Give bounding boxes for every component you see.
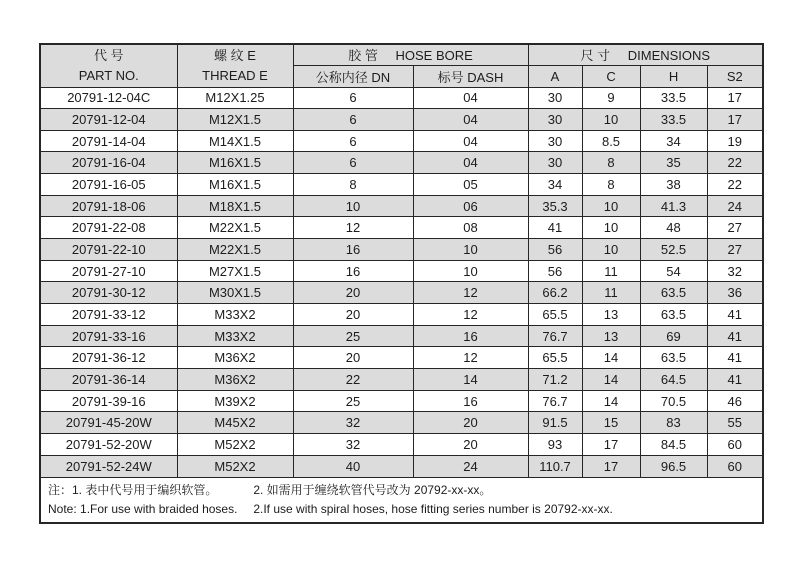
note-zh-2: 2. 如需用于缠绕软管代号改为 20792-xx-xx。 (253, 482, 492, 497)
table-row (40, 412, 763, 434)
cell-h: 70.5 (640, 390, 707, 412)
cell-h: 38 (640, 174, 707, 196)
header-part-no (40, 44, 177, 87)
cell-c: 10 (582, 239, 640, 261)
cell-part-no: 20791-45-20W (40, 412, 177, 434)
table-row (40, 369, 763, 391)
cell-a: 76.7 (528, 390, 582, 412)
header-part-no-zh: 代 号 (93, 47, 124, 63)
cell-c: 14 (582, 390, 640, 412)
cell-a: 91.5 (528, 412, 582, 434)
cell-s2: 22 (707, 174, 763, 196)
cell-c: 11 (582, 260, 640, 282)
cell-h: 33.5 (640, 109, 707, 131)
cell-part-no: 20791-22-08 (40, 217, 177, 239)
cell-dn: 25 (293, 390, 413, 412)
header-dn: 公称内径 DN (293, 65, 413, 87)
cell-dash: 06 (413, 195, 528, 217)
header-dim-h: H (640, 65, 707, 87)
cell-thread-e: M30X1.5 (177, 282, 293, 304)
cell-c: 8 (582, 174, 640, 196)
cell-s2: 41 (707, 304, 763, 326)
cell-s2: 36 (707, 282, 763, 304)
cell-dn: 8 (293, 174, 413, 196)
cell-c: 13 (582, 304, 640, 326)
table-row (40, 152, 763, 174)
cell-thread-e: M45X2 (177, 412, 293, 434)
cell-thread-e: M16X1.5 (177, 174, 293, 196)
cell-part-no: 20791-30-12 (40, 282, 177, 304)
table-row (40, 195, 763, 217)
table-row (40, 239, 763, 261)
header-dim-c: C (582, 65, 640, 87)
cell-thread-e: M52X2 (177, 434, 293, 456)
notes-cell (40, 477, 763, 523)
cell-part-no: 20791-33-16 (40, 325, 177, 347)
cell-a: 35.3 (528, 195, 582, 217)
cell-a: 41 (528, 217, 582, 239)
cell-thread-e: M36X2 (177, 369, 293, 391)
cell-part-no: 20791-16-04 (40, 152, 177, 174)
cell-a: 65.5 (528, 347, 582, 369)
cell-s2: 22 (707, 152, 763, 174)
cell-dash: 08 (413, 217, 528, 239)
header-dimensions-en: DIMENSIONS (627, 48, 711, 64)
header-dim-s2: S2 (707, 65, 763, 87)
cell-a: 56 (528, 260, 582, 282)
cell-c: 10 (582, 195, 640, 217)
table-row (40, 87, 763, 109)
cell-dash: 12 (413, 282, 528, 304)
cell-part-no: 20791-39-16 (40, 390, 177, 412)
cell-h: 63.5 (640, 304, 707, 326)
cell-a: 30 (528, 87, 582, 109)
cell-h: 34 (640, 130, 707, 152)
cell-thread-e: M12X1.5 (177, 109, 293, 131)
cell-dash: 04 (413, 87, 528, 109)
cell-part-no: 20791-52-20W (40, 434, 177, 456)
cell-dash: 20 (413, 412, 528, 434)
cell-dash: 24 (413, 455, 528, 477)
cell-thread-e: M52X2 (177, 455, 293, 477)
cell-s2: 41 (707, 369, 763, 391)
cell-part-no: 20791-16-05 (40, 174, 177, 196)
cell-part-no: 20791-52-24W (40, 455, 177, 477)
cell-thread-e: M39X2 (177, 390, 293, 412)
cell-h: 41.3 (640, 195, 707, 217)
cell-h: 64.5 (640, 369, 707, 391)
cell-thread-e: M33X2 (177, 304, 293, 326)
table-row (40, 109, 763, 131)
note-en-1: Note: 1.For use with braided hoses. (48, 501, 238, 516)
header-hose-bore (293, 44, 528, 65)
cell-dn: 6 (293, 109, 413, 131)
cell-dash: 04 (413, 152, 528, 174)
table-row (40, 434, 763, 456)
cell-dn: 20 (293, 282, 413, 304)
cell-dash: 20 (413, 434, 528, 456)
cell-c: 8 (582, 152, 640, 174)
cell-s2: 17 (707, 87, 763, 109)
cell-h: 33.5 (640, 87, 707, 109)
cell-a: 56 (528, 239, 582, 261)
cell-s2: 41 (707, 325, 763, 347)
cell-thread-e: M16X1.5 (177, 152, 293, 174)
cell-thread-e: M36X2 (177, 347, 293, 369)
cell-a: 65.5 (528, 304, 582, 326)
cell-dash: 10 (413, 239, 528, 261)
cell-h: 48 (640, 217, 707, 239)
cell-s2: 19 (707, 130, 763, 152)
cell-c: 11 (582, 282, 640, 304)
table-header (40, 44, 763, 87)
cell-s2: 41 (707, 347, 763, 369)
cell-dn: 40 (293, 455, 413, 477)
cell-dn: 6 (293, 130, 413, 152)
cell-part-no: 20791-22-10 (40, 239, 177, 261)
cell-dn: 16 (293, 239, 413, 261)
cell-a: 76.7 (528, 325, 582, 347)
note-en-2: 2.If use with spiral hoses, hose fitting series number is 20792-xx-xx. (253, 501, 613, 516)
cell-c: 17 (582, 434, 640, 456)
cell-part-no: 20791-14-04 (40, 130, 177, 152)
cell-s2: 24 (707, 195, 763, 217)
cell-a: 71.2 (528, 369, 582, 391)
header-dimensions-zh: 尺 寸 (580, 48, 611, 64)
table-row (40, 174, 763, 196)
cell-s2: 27 (707, 239, 763, 261)
cell-s2: 55 (707, 412, 763, 434)
cell-dash: 14 (413, 369, 528, 391)
cell-thread-e: M33X2 (177, 325, 293, 347)
table-row (40, 347, 763, 369)
cell-part-no: 20791-18-06 (40, 195, 177, 217)
header-hose-bore-zh: 胶 管 (348, 48, 378, 64)
cell-thread-e: M22X1.5 (177, 239, 293, 261)
cell-thread-e: M18X1.5 (177, 195, 293, 217)
table-row (40, 325, 763, 347)
table-row (40, 217, 763, 239)
cell-a: 30 (528, 152, 582, 174)
note-zh (48, 481, 762, 500)
table-row (40, 390, 763, 412)
cell-s2: 17 (707, 109, 763, 131)
cell-s2: 60 (707, 434, 763, 456)
cell-dn: 12 (293, 217, 413, 239)
cell-a: 93 (528, 434, 582, 456)
cell-h: 83 (640, 412, 707, 434)
cell-part-no: 20791-12-04C (40, 87, 177, 109)
cell-thread-e: M27X1.5 (177, 260, 293, 282)
table-footer (40, 477, 763, 523)
cell-part-no: 20791-36-14 (40, 369, 177, 391)
header-thread-e (177, 44, 293, 87)
note-en (48, 500, 762, 519)
cell-h: 84.5 (640, 434, 707, 456)
cell-c: 17 (582, 455, 640, 477)
header-thread-zh: 螺 纹 E (214, 47, 256, 63)
table-row (40, 130, 763, 152)
cell-s2: 60 (707, 455, 763, 477)
header-dash: 标号 DASH (413, 65, 528, 87)
table-row (40, 260, 763, 282)
note-zh-1: 注：1. 表中代号用于编织软管。 (48, 482, 218, 497)
cell-dn: 6 (293, 152, 413, 174)
cell-dn: 6 (293, 87, 413, 109)
cell-h: 54 (640, 260, 707, 282)
cell-dn: 25 (293, 325, 413, 347)
cell-dash: 12 (413, 304, 528, 326)
cell-a: 30 (528, 130, 582, 152)
cell-dash: 10 (413, 260, 528, 282)
cell-s2: 27 (707, 217, 763, 239)
cell-a: 66.2 (528, 282, 582, 304)
table-row (40, 304, 763, 326)
cell-s2: 32 (707, 260, 763, 282)
cell-dn: 16 (293, 260, 413, 282)
cell-h: 52.5 (640, 239, 707, 261)
cell-c: 15 (582, 412, 640, 434)
cell-dn: 10 (293, 195, 413, 217)
cell-part-no: 20791-33-12 (40, 304, 177, 326)
header-dimensions (528, 44, 763, 65)
cell-h: 63.5 (640, 282, 707, 304)
cell-dn: 20 (293, 347, 413, 369)
cell-c: 9 (582, 87, 640, 109)
cell-h: 69 (640, 325, 707, 347)
cell-dn: 22 (293, 369, 413, 391)
cell-c: 14 (582, 369, 640, 391)
table-body (40, 87, 763, 477)
header-hose-bore-en: HOSE BORE (395, 48, 473, 64)
header-dim-a: A (528, 65, 582, 87)
cell-c: 13 (582, 325, 640, 347)
cell-h: 35 (640, 152, 707, 174)
cell-dash: 16 (413, 390, 528, 412)
cell-thread-e: M12X1.25 (177, 87, 293, 109)
cell-dash: 04 (413, 130, 528, 152)
cell-s2: 46 (707, 390, 763, 412)
cell-dash: 12 (413, 347, 528, 369)
cell-dn: 32 (293, 412, 413, 434)
cell-c: 14 (582, 347, 640, 369)
cell-dash: 05 (413, 174, 528, 196)
cell-a: 34 (528, 174, 582, 196)
cell-a: 30 (528, 109, 582, 131)
cell-dash: 16 (413, 325, 528, 347)
cell-thread-e: M22X1.5 (177, 217, 293, 239)
cell-dn: 32 (293, 434, 413, 456)
cell-dash: 04 (413, 109, 528, 131)
header-thread-en: THREAD E (202, 67, 268, 83)
table-row (40, 282, 763, 304)
cell-h: 96.5 (640, 455, 707, 477)
cell-h: 63.5 (640, 347, 707, 369)
cell-part-no: 20791-12-04 (40, 109, 177, 131)
header-part-no-en: PART NO. (78, 67, 139, 83)
cell-c: 8.5 (582, 130, 640, 152)
cell-part-no: 20791-27-10 (40, 260, 177, 282)
cell-part-no: 20791-36-12 (40, 347, 177, 369)
cell-a: 110.7 (528, 455, 582, 477)
cell-c: 10 (582, 217, 640, 239)
cell-c: 10 (582, 109, 640, 131)
cell-thread-e: M14X1.5 (177, 130, 293, 152)
cell-dn: 20 (293, 304, 413, 326)
spec-table (39, 43, 764, 524)
table-row (40, 455, 763, 477)
